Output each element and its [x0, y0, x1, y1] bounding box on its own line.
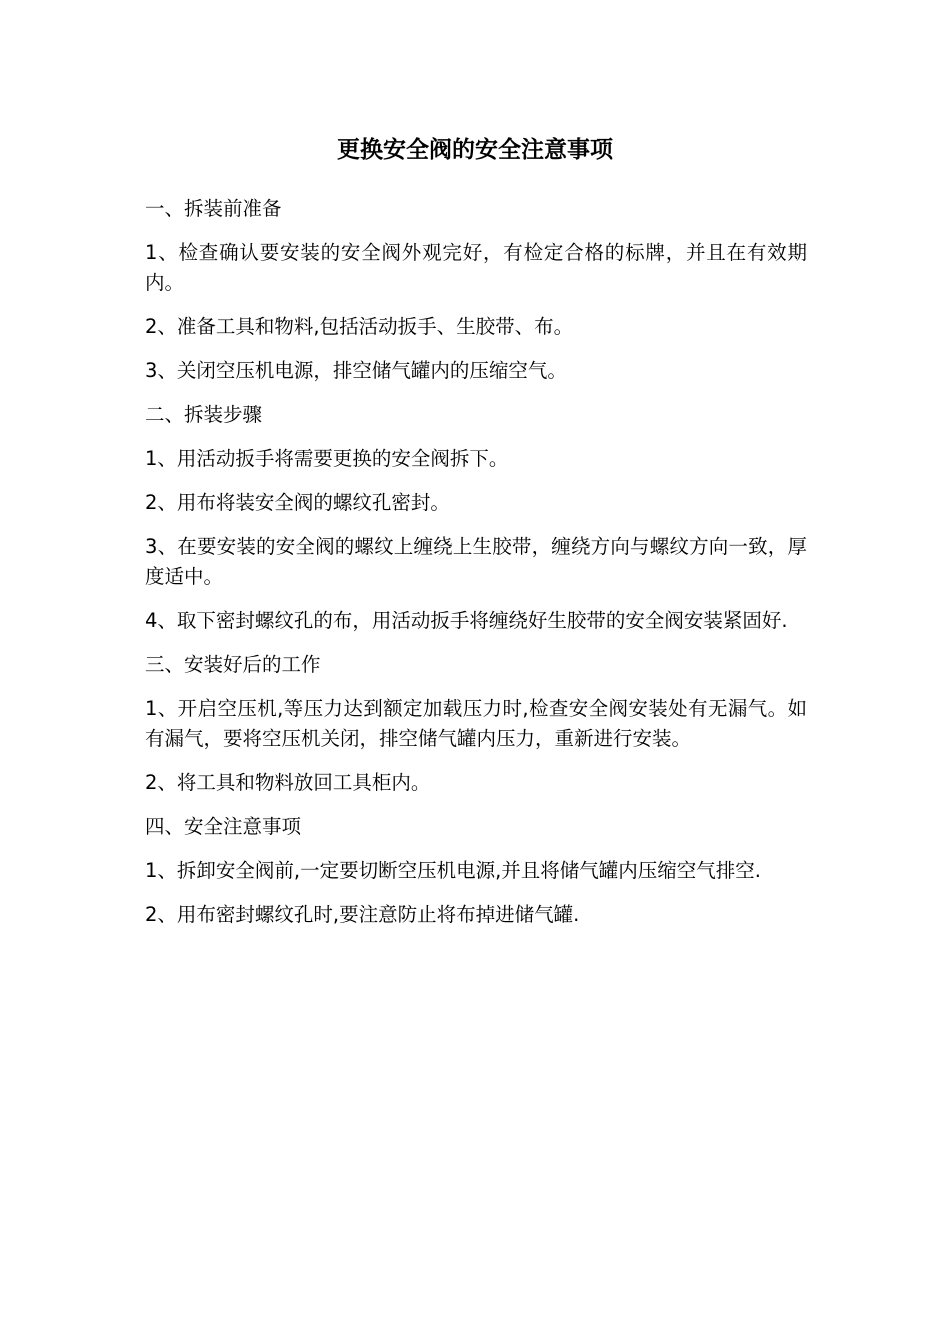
paragraph: 1、用活动扳手将需要更换的安全阀拆下。	[145, 447, 509, 470]
section-heading-4: 四、安全注意事项	[145, 815, 302, 838]
section-heading-1: 一、拆装前准备	[145, 197, 282, 220]
paragraph: 2、用布将装安全阀的螺纹孔密封。	[145, 491, 450, 514]
paragraph: 2、准备工具和物料,包括活动扳手、生胶带、布。	[145, 315, 574, 338]
paragraph: 1、拆卸安全阀前,一定要切断空压机电源,并且将储气罐内压缩空气排空.	[145, 859, 762, 882]
paragraph: 2、将工具和物料放回工具柜内。	[145, 771, 431, 794]
paragraph: 3、关闭空压机电源，排空储气罐内的压缩空气。	[145, 359, 567, 382]
section-heading-3: 三、安装好后的工作	[145, 653, 321, 676]
paragraph: 3、在要安装的安全阀的螺纹上缠绕上生胶带，缠绕方向与螺纹方向一致，厚度适中。	[145, 535, 807, 588]
paragraph: 2、用布密封螺纹孔时,要注意防止将布掉进储气罐.	[145, 903, 580, 926]
paragraph: 1、开启空压机,等压力达到额定加载压力时,检查安全阀安装处有无漏气。如有漏气，要将空压机关闭，排空储气罐内压力，重新进行安装。	[145, 697, 807, 750]
document-body	[145, 194, 807, 944]
paragraph: 4、取下密封螺纹孔的布，用活动扳手将缠绕好生胶带的安全阀安装紧固好.	[145, 609, 788, 632]
paragraph: 1、检查确认要安装的安全阀外观完好，有检定合格的标牌，并且在有效期内。	[145, 241, 807, 294]
document-title: 更换安全阀的安全注意事项	[337, 137, 613, 163]
section-heading-2: 二、拆装步骤	[145, 403, 263, 426]
